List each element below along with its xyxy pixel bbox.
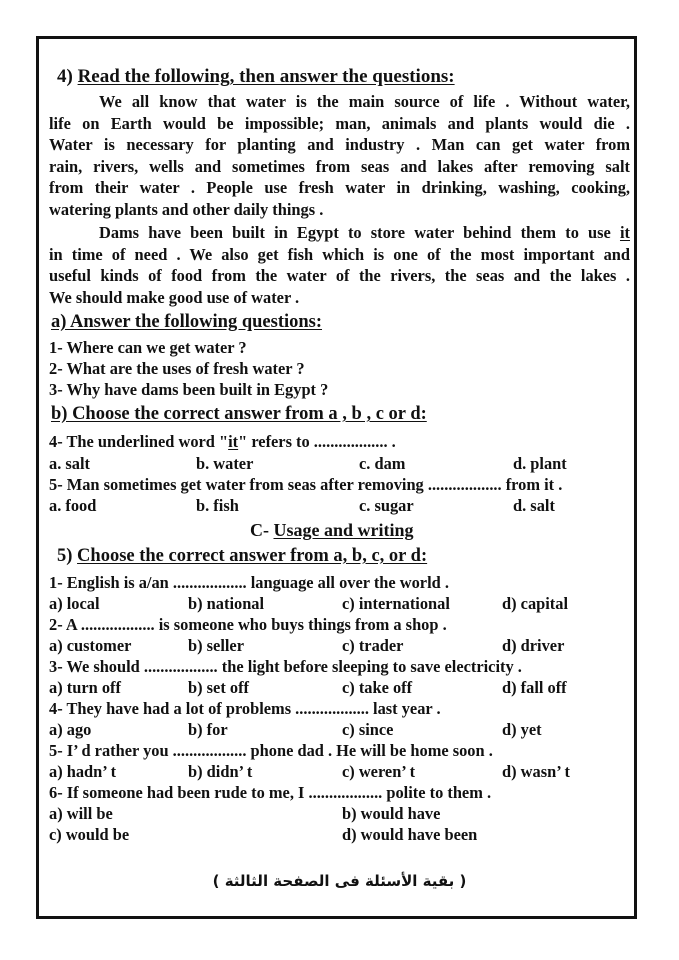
part-a-question: 1- Where can we get water ? (49, 338, 247, 357)
paragraph-1-line: watering plants and other daily things . (49, 199, 324, 219)
q4-text-after: " refers to .................. . (238, 432, 396, 451)
s5-question-6: 6- If someone had been rude to me, I .................. polite to them . (49, 783, 492, 802)
paragraph-1-line: Water is necessary for planting and industry . Man can get water from (49, 135, 630, 155)
s5-q3-option-c: c) take off (342, 678, 413, 697)
section-4-number: 4) (57, 66, 73, 87)
part-a-question: 3- Why have dams been built in Egypt ? (49, 380, 329, 399)
s5-q2-option-a: a) customer (49, 636, 132, 655)
section-c-prefix: C- (250, 520, 269, 540)
s5-q4-option-c: c) since (342, 720, 394, 739)
part-b-question-5: 5- Man sometimes get water from seas after removing .................. from it . (49, 475, 563, 494)
q4-option-d: d. plant (513, 454, 567, 473)
s5-q5-option-d: d) wasn’ t (502, 762, 570, 781)
paragraph-1-line: from their water . People use fresh water in drinking, washing, cooking, (49, 178, 630, 198)
paragraph-1-line: We all know that water is the main source of life . Without water, (99, 92, 630, 111)
s5-q2-option-d: d) driver (502, 636, 565, 655)
s5-question-2: 2- A .................. is someone who buys things from a shop . (49, 615, 447, 634)
s5-question-4: 4- They have had a lot of problems .................. last year . (49, 699, 441, 718)
q4-text-before: 4- The underlined word " (49, 432, 229, 451)
s5-q3-option-d: d) fall off (502, 678, 567, 697)
section-c-heading (250, 520, 414, 541)
q5-option-b: b. fish (196, 496, 239, 515)
paragraph-1-line: rain, rivers, wells and sometimes from seas and lakes after removing salt (49, 156, 630, 176)
reading-paragraph-1 (49, 91, 630, 221)
q4-option-b: b. water (196, 454, 254, 473)
s5-q1-option-d: d) capital (502, 594, 569, 613)
paragraph-2-line: We should make good use of water . (49, 287, 300, 307)
s5-q4-option-b: b) for (188, 720, 228, 739)
section-4-heading (57, 66, 455, 88)
paragraph-2-line: useful kinds of food from the water of the rivers, the seas and the lakes . (49, 266, 630, 286)
paragraph-2-line: in time of need . We also get fish which is one of the most important and (49, 244, 630, 264)
part-b-title-text: b) Choose the correct answer from a , b , c or d: (51, 404, 427, 424)
s5-question-1: 1- English is a/an .................. language all over the world . (49, 573, 449, 592)
q4-option-a: a. salt (49, 454, 90, 473)
s5-q1-option-c: c) international (342, 594, 450, 613)
part-b-title (51, 404, 427, 425)
paragraph-1-line: life on Earth would be impossible; man, animals and plants would die . (49, 113, 630, 133)
s5-q2-option-b: b) seller (188, 636, 244, 655)
part-b-question-4 (49, 432, 396, 452)
section-5-heading (57, 546, 427, 567)
paragraph-2-line (49, 222, 630, 244)
s5-question-3: 3- We should .................. the light before sleeping to save electricity . (49, 657, 522, 676)
s5-q6-option-a: a) will be (49, 804, 113, 823)
s5-q6-option-b: b) would have (342, 804, 441, 823)
q4-option-c: c. dam (359, 454, 406, 473)
section-4-title: Read the following, then answer the questions: (77, 66, 455, 87)
s5-q4-option-a: a) ago (49, 720, 92, 739)
s5-q3-option-b: b) set off (188, 678, 249, 697)
continued-on-page-3-note: ( بقية الأسئلة فى الصفحة الثالثة ) (212, 872, 467, 890)
section-5-title: Choose the correct answer from a, b, c, or d: (77, 546, 428, 566)
q5-option-d: d. salt (513, 496, 555, 515)
underlined-word-it: it (619, 223, 630, 242)
q4-underlined-it: it (228, 432, 239, 451)
s5-q1-option-b: b) national (188, 594, 265, 613)
q5-option-c: c. sugar (359, 496, 414, 515)
s5-q2-option-c: c) trader (342, 636, 404, 655)
s5-q4-option-d: d) yet (502, 720, 542, 739)
s5-q3-option-a: a) turn off (49, 678, 121, 697)
s5-question-5: 5- I’ d rather you .................. phone dad . He will be home soon . (49, 741, 493, 760)
section-c-title: Usage and writing (273, 520, 414, 540)
part-a-title: a) Answer the following questions: (51, 312, 323, 332)
s5-q5-option-c: c) weren’ t (342, 762, 416, 781)
s5-q1-option-a: a) local (49, 594, 100, 613)
section-5-number: 5) (57, 546, 73, 566)
s5-q5-option-b: b) didn’ t (188, 762, 253, 781)
s5-q6-option-d: d) would have been (342, 825, 478, 844)
s5-q5-option-a: a) hadn’ t (49, 762, 117, 781)
reading-paragraph-2 (49, 222, 630, 308)
q5-option-a: a. food (49, 496, 97, 515)
part-a-question: 2- What are the uses of fresh water ? (49, 359, 305, 378)
s5-q6-option-c: c) would be (49, 825, 130, 844)
paragraph-2-text: Dams have been built in Egypt to store water behind them to use (99, 223, 620, 242)
